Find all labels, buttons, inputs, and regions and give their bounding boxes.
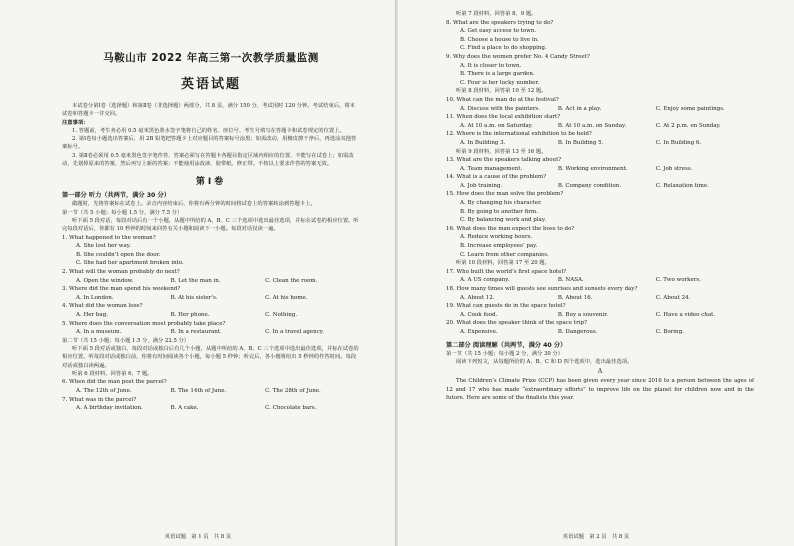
part1-heading: 第一部分 听力（共两节，满分 30 分） [62,192,170,200]
q17-option-b: B. NASA. [557,277,584,284]
q11-option-b: B. At 10 a.m. on Sunday. [557,122,627,129]
q19-option-b: B. Buy a souvenir. [557,311,609,318]
q18-option-a: A. About 12. [460,294,495,301]
q20-option-a: A. Expensive. [460,328,498,335]
question-11: 11. When does the local exhibition start? [446,114,561,121]
q8-option-c: C. Find a place to do shopping. [460,45,547,52]
q1-option-c: C. She had her apartment broken into. [76,260,184,267]
q6-option-a: A. The 12th of June. [76,388,132,395]
q1-option-a: A. She lost her way. [76,243,131,250]
passage-label: A [597,368,603,376]
q17-options [446,276,754,285]
part2-heading: 第二部分 阅读理解（共两节，满分 40 分） [446,341,567,349]
q20-options [446,328,754,337]
q5-option-c: C. In a travel agency. [265,329,324,336]
q5-option-b: B. In a restaurant. [170,329,222,336]
q15-option-a: A. By changing his character. [460,200,542,207]
right-page [398,0,794,546]
q17-option-c: C. Two workers. [655,277,701,284]
q10-option-b: B. Act in a play. [557,105,602,112]
q18-option-b: B. About 16. [557,294,593,301]
question-7: 7. What was in the parcel? [62,396,137,403]
question-5: 5. Where does the conversation most probably take place? [62,320,226,327]
q14-option-a: A. Job training. [460,182,503,189]
q12-option-b: B. In Building 5. [557,139,604,146]
q6-option-c: C. The 28th of June. [265,388,321,395]
q12-option-a: A. In Building 3. [460,139,506,146]
q4-option-a: A. Her bag. [76,311,108,318]
part1-text: 做题时，先将答案标在试卷上。录音内容结束后，你将有两分钟的时间将试卷上的答案转涂到答题卡上。 [72,201,316,208]
audio-cue-9: 听第 9 段材料，回答第 13 至 16 题。 [456,148,547,155]
notice-1: 1. 答题前，考生务必用 0.5 毫米黑色墨水签字笔将自己的姓名、座位号、考生号填写在答题卡和试卷规定的位置上。 [72,127,345,134]
q16-option-b: B. Increase employees’ pay. [460,243,538,250]
question-19: 19. What can guests do in the space hotel? [446,303,566,310]
q8-option-a: A. Get easy access to town. [460,28,537,35]
q2-option-b: B. Let the man in. [170,277,221,284]
section2-heading: 第二节（共 15 小题；每小题 1.5 分，满分 22.5 分） [62,337,190,344]
q19-options [446,311,754,320]
part2-instructions: 阅读下列短文，从每题所给的 A、B、C 和 D 四个选项中，选出最佳选项。 [456,358,633,365]
question-6: 6. When did the man post the parcel? [62,379,167,386]
notice-heading: 注意事项： [62,119,89,126]
q3-option-b: B. At his sister’s. [170,294,218,301]
q16-option-a: A. Reduce working hours. [460,234,533,241]
q3-options [62,294,360,303]
audio-cue-8: 听第 8 段材料，回答第 10 至 12 题。 [456,88,547,95]
q18-options [446,294,754,303]
q7-option-c: C. Chocolate bars. [265,405,317,412]
q11-options [446,122,754,131]
audio-cue-10: 听第 10 段材料，回答第 17 至 20 题。 [456,260,550,267]
q14-option-b: B. Company condition. [557,182,622,189]
exam-title: 马鞍山市 2022 年高三第一次教学质量监测 [103,52,319,64]
question-3: 3. Where did the man spend his weekend? [62,286,181,293]
q14-option-c: C. Relaxation time. [655,182,709,189]
q2-option-a: A. Open the window. [76,277,134,284]
question-18: 18. How many times will guests see sunrises and sunsets every day? [446,286,638,292]
question-15: 15. How does the man solve the problem? [446,191,564,198]
q19-option-c: C. Have a video chat. [655,311,716,318]
q9-option-a: A. It is closer to town. [460,62,522,69]
q15-option-b: B. By going to another firm. [460,208,538,215]
q3-option-a: A. In London. [76,294,114,301]
volume-heading: 第Ⅰ卷 [195,177,227,188]
q12-options [446,139,754,148]
q6-option-b: B. The 14th of June. [170,388,227,395]
q13-option-a: A. Team management. [460,165,523,172]
section1-heading: 第一节（共 5 小题；每小题 1.5 分，满分 7.5 分） [62,209,183,216]
q5-option-a: A. In a museum. [76,329,122,336]
audio-cue-7: 听第 7 段材料，回答第 8、9 题。 [456,11,537,17]
question-2: 2. What will the woman probably do next? [62,268,180,275]
q4-options [62,311,360,320]
question-4: 4. What did the woman lose? [62,303,143,310]
question-8: 8. What are the speakers trying to do? [446,19,554,26]
q17-option-a: A. A US company. [460,277,510,284]
section2-text: 听下面 5 段对话或独白，每段对话或独白后有几个小题，从题中所给的 A、B、C 三个选项中选出最佳选项，并标在试卷的相应位置。听每段对话或独白前，你将有时间阅读各个小题，每小题 5 秒钟；听完后，各小题将给出 5 秒钟的作答时间。每段对话或独白读两遍。 [62,345,359,369]
question-16: 16. What does the man expect the boss to do? [446,225,575,232]
q13-option-b: B. Working environment. [557,165,628,172]
q19-option-a: A. Cook food. [460,311,498,318]
q13-option-c: C. Job stress. [655,165,693,172]
part2-section1: 第一节（共 15 小题；每小题 2 分，满分 30 分） [446,350,564,357]
passage-text: The Children’s Climate Prize (CCP) has been given every year since 2016 to a person between the ages of 12 and 17 who has made “extraordinary efforts” to improve life on the planet for children now and in the future. Here are some of the finalists this year. [446,378,754,402]
question-12: 12. Where is the international exhibition to be held? [446,131,592,138]
q16-option-c: C. Learn from other companies. [460,251,549,258]
q12-option-c: C. In Building 6. [655,139,702,146]
q10-option-a: A. Discuss with the painters. [460,105,540,112]
q10-option-c: C. Enjoy some paintings. [655,105,725,112]
q4-option-c: C. Nothing. [265,311,298,318]
notice-3: 3. 第Ⅱ卷必须用 0.5 毫米黑色签字笔作答，答案必须写在答题卡各题目指定区域内相应的位置，不能写在试卷上；如需改动，先划掉原来的答案，然后再写上新的答案；不能使用涂改液、胶带纸、修正带。不按以上要求作答的答案无效。 [62,152,354,168]
q9-option-b: B. There is a large garden. [460,71,535,78]
question-14: 14. What is a cause of the problem? [446,174,547,181]
exam-subtitle: 英语试题 [180,77,241,92]
q3-option-c: C. At his home. [265,294,308,301]
q9-option-c: C. Four is her lucky number. [460,79,540,86]
question-1: 1. What happened to the woman? [62,234,156,241]
q5-options [62,328,360,337]
q18-option-c: C. About 24. [655,294,691,301]
q15-option-c: C. By balancing work and play. [460,217,546,224]
question-13: 13. What are the speakers talking about? [446,157,562,164]
exam-intro: 本试卷分第Ⅰ卷（选择题）和第Ⅱ卷（非选择题）两部分，共 8 页，满分 150 分，考试用时 120 分钟。考试结束后，将本试卷和答题卡一并交回。 [62,103,356,118]
q2-option-c: C. Clean the room. [265,277,318,284]
q20-option-b: B. Dangerous. [557,328,598,335]
question-20: 20. What does the speaker think of the space trip? [446,320,587,327]
q13-options [446,165,754,174]
page-footer-left: 英语试题 第 1 页 共 8 页 [164,534,232,540]
section1-text: 听下面 5 段对话，每段对话后有一个小题，从题中所给的 A、B、C 三个选项中选出最佳选项，并标在试卷的相应位置。听完每段对话后，你都有 10 秒钟的时间来回答有关小题和阅读下一小题。每段对话仅读一遍。 [62,217,359,233]
q6-options [62,387,360,396]
q1-option-b: B. She couldn’t open the door. [76,251,161,258]
q10-options [446,105,754,114]
page-footer-right: 英语试题 第 2 页 共 8 页 [562,534,630,540]
audio-cue-6: 听第 6 段材料，回答第 6、7 题。 [72,370,153,377]
question-9: 9. Why does the women prefer No. 4 Candy Street? [446,53,590,60]
q8-option-b: B. Choose a house to live in. [460,36,539,43]
question-10: 10. What can the man do at the festival? [446,96,559,103]
q14-options [446,182,754,191]
q4-option-b: B. Her phone. [170,311,210,318]
question-17: 17. Who built the world’s first space hotel? [446,268,567,275]
left-page [0,0,396,546]
q7-option-b: B. A cake. [170,405,199,412]
q11-option-c: C. At 2 p.m. on Sunday. [655,122,721,129]
q7-option-a: A. A birthday invitation. [76,405,143,412]
q11-option-a: A. At 10 a.m. on Saturday. [460,122,533,129]
q2-options [62,277,360,286]
notice-2: 2. 第Ⅰ卷每小题选出答案后，用 2B 铅笔把答题卡上对应题目的答案标号涂黑；如需改动，用橡皮擦干净后，再选涂其他答案标号。 [62,136,357,151]
q7-options [62,404,360,413]
q20-option-c: C. Boring. [655,328,684,335]
